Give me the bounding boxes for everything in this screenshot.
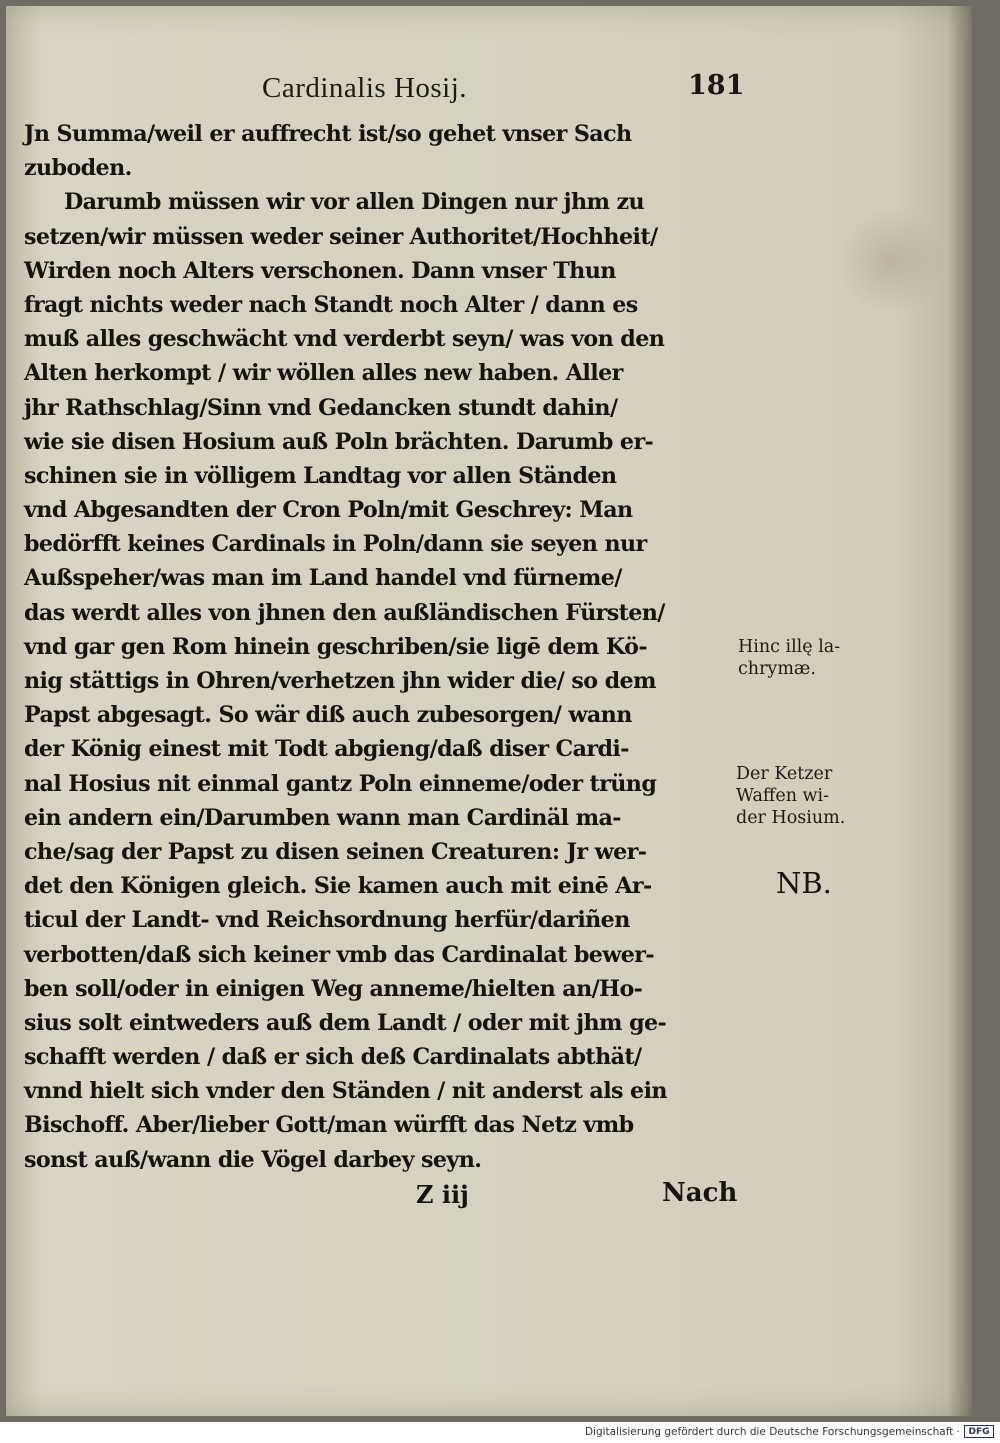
text-line: der König einest mit Todt abgieng/daß diser Cardi- bbox=[24, 736, 629, 763]
margin-note-line: chrymæ. bbox=[738, 659, 816, 679]
margin-note-line: Waffen wi- bbox=[736, 786, 830, 806]
text-line: vnd Abgesandten der Cron Poln/mit Geschrey: Man bbox=[24, 497, 633, 524]
page-number: 181 bbox=[688, 70, 745, 101]
text-line: Jn Summa/weil er auffrecht ist/so gehet vnser Sach bbox=[24, 121, 632, 147]
text-line: ein andern ein/Darumben wann man Cardinäl ma- bbox=[24, 804, 621, 831]
paper-stain bbox=[836, 206, 946, 316]
text-line: schafft werden / daß er sich deß Cardinalats abthät/ bbox=[24, 1044, 642, 1071]
text-line: vnd gar gen Rom hinein geschriben/sie ligē dem Kö- bbox=[24, 633, 647, 660]
text-line: ben soll/oder in einigen Weg anneme/hielten an/Ho- bbox=[24, 975, 643, 1002]
digitization-note: Digitalisierung gefördert durch die Deutsche Forschungsgemeinschaft · bbox=[584, 1426, 960, 1438]
body-text-block bbox=[24, 117, 736, 1177]
text-line: Außspeher/was man im Land handel vnd fürneme/ bbox=[24, 565, 622, 592]
digitization-footer bbox=[0, 1422, 1000, 1443]
dfg-logo: DFG bbox=[964, 1425, 994, 1438]
text-line: das werdt alles von jhnen den außländischen Fürsten/ bbox=[24, 599, 665, 626]
text-line: che/sag der Papst zu disen seinen Creaturen: Jr wer- bbox=[24, 838, 647, 865]
text-line: fragt nichts weder nach Standt noch Alter / dann es bbox=[24, 291, 638, 318]
text-line: Bischoff. Aber/lieber Gott/man würfft das Netz vmb bbox=[24, 1112, 634, 1139]
text-line: Papst abgesagt. So wär diß auch zubesorgen/ wann bbox=[24, 702, 632, 729]
text-line: Wirden noch Alters verschonen. Dann vnser Thun bbox=[24, 257, 616, 284]
text-line: muß alles geschwächt vnd verderbt seyn/ was von den bbox=[24, 326, 665, 353]
catchword: Nach bbox=[662, 1178, 738, 1208]
text-line: zuboden. bbox=[24, 155, 132, 182]
text-line: nig stättigs in Ohren/verhetzen jhn wider die/ so dem bbox=[24, 668, 656, 694]
text-line: jhr Rathschlag/Sinn vnd Gedancken stundt dahin/ bbox=[24, 394, 618, 421]
text-line: wie sie disen Hosium auß Poln brächten. Darumb er- bbox=[24, 428, 654, 455]
text-line: verbotten/daß sich keiner vmb das Cardinalat bewer- bbox=[24, 941, 655, 968]
text-line: nal Hosius nit einmal gantz Poln einneme/oder trüng bbox=[24, 770, 657, 797]
text-line: Alten herkompt / wir wöllen alles new haben. Aller bbox=[24, 360, 623, 387]
margin-note-line: Hinc illę la- bbox=[738, 637, 841, 657]
text-line: bedörfft keines Cardinals in Poln/dann sie seyen nur bbox=[24, 531, 647, 558]
text-line: ticul der Landt- vnd Reichsordnung herfür/dariñen bbox=[24, 907, 630, 934]
text-line: vnnd hielt sich vnder den Ständen / nit anderst als ein bbox=[24, 1078, 667, 1105]
text-line: schinen sie in völligem Landtag vor allen Ständen bbox=[24, 462, 617, 489]
nota-bene-marker: NB. bbox=[776, 866, 832, 900]
text-line: Darumb müssen wir vor allen Dingen nur jhm zu bbox=[64, 189, 645, 216]
margin-note-ketzer bbox=[736, 763, 845, 829]
running-title: Cardinalis Hosij. bbox=[262, 72, 468, 104]
text-line: det den Königen gleich. Sie kamen auch mit einē Ar- bbox=[24, 873, 652, 900]
signature-mark: Z iij bbox=[416, 1180, 469, 1209]
margin-note-line: Der Ketzer bbox=[736, 764, 833, 784]
margin-note-line: der Hosium. bbox=[736, 808, 846, 828]
text-line: setzen/wir müssen weder seiner Authoritet/Hochheit/ bbox=[24, 223, 658, 250]
text-line: sius solt eintweders auß dem Landt / oder mit jhm ge- bbox=[24, 1009, 667, 1036]
text-line: sonst auß/wann die Vögel darbey seyn. bbox=[24, 1146, 482, 1173]
margin-note-lachrymae bbox=[738, 636, 840, 680]
